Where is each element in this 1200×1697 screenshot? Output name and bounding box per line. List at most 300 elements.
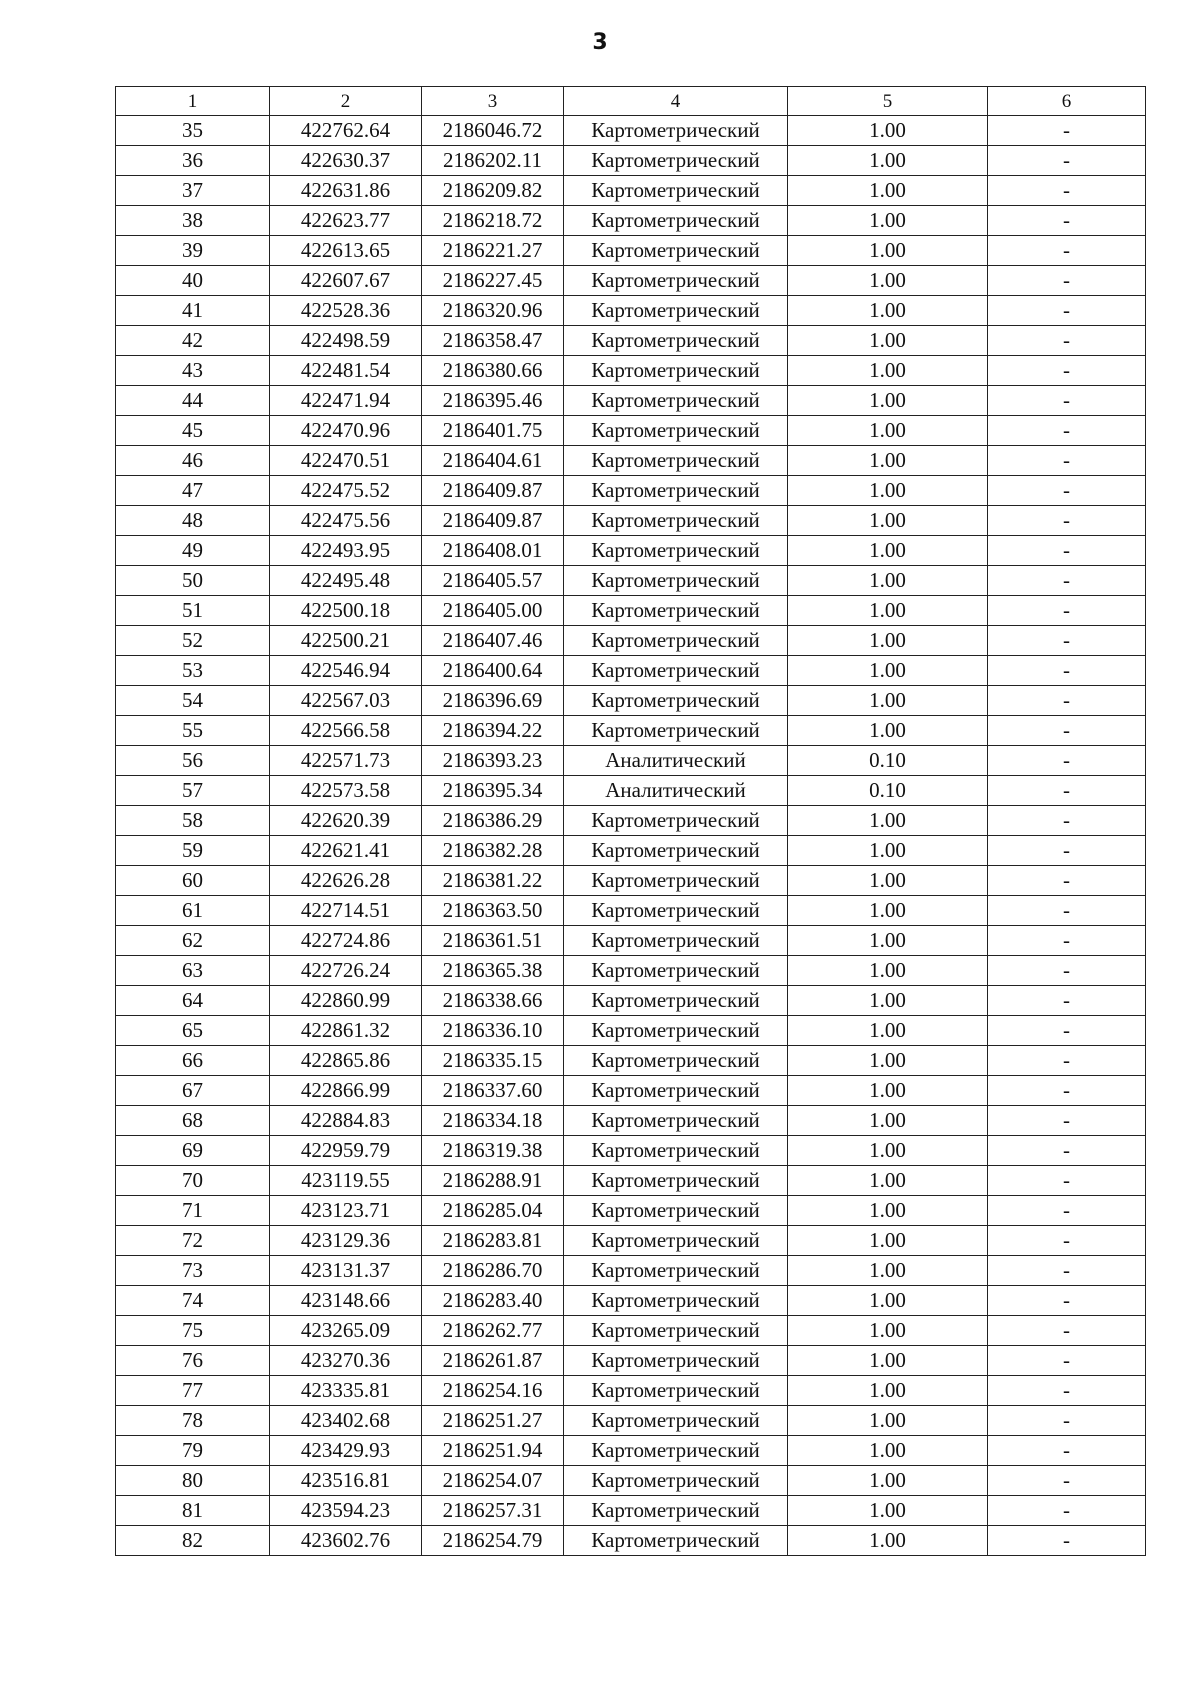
table-row <box>116 116 1146 146</box>
y-coordinate-cell: 2186336.10 <box>422 1016 564 1046</box>
note-cell: - <box>988 266 1146 296</box>
note-cell: - <box>988 1406 1146 1436</box>
y-coordinate-cell: 2186382.28 <box>422 836 564 866</box>
accuracy-cell: 1.00 <box>788 566 988 596</box>
table-body <box>116 116 1146 1556</box>
method-cell: Картометрический <box>564 236 788 266</box>
table-row <box>116 416 1146 446</box>
accuracy-cell: 1.00 <box>788 656 988 686</box>
point-number-cell: 61 <box>116 896 270 926</box>
note-cell: - <box>988 116 1146 146</box>
method-cell: Картометрический <box>564 266 788 296</box>
note-cell: - <box>988 446 1146 476</box>
x-coordinate-cell: 422620.39 <box>270 806 422 836</box>
accuracy-cell: 1.00 <box>788 206 988 236</box>
x-coordinate-cell: 422493.95 <box>270 536 422 566</box>
point-number-cell: 38 <box>116 206 270 236</box>
note-cell: - <box>988 1166 1146 1196</box>
method-cell: Картометрический <box>564 716 788 746</box>
point-number-cell: 36 <box>116 146 270 176</box>
note-cell: - <box>988 506 1146 536</box>
note-cell: - <box>988 656 1146 686</box>
table-row <box>116 1256 1146 1286</box>
x-coordinate-cell: 422623.77 <box>270 206 422 236</box>
method-cell: Картометрический <box>564 956 788 986</box>
point-number-cell: 37 <box>116 176 270 206</box>
point-number-cell: 54 <box>116 686 270 716</box>
x-coordinate-cell: 423131.37 <box>270 1256 422 1286</box>
x-coordinate-cell: 422861.32 <box>270 1016 422 1046</box>
table-row <box>116 476 1146 506</box>
note-cell: - <box>988 716 1146 746</box>
table-row <box>116 1046 1146 1076</box>
y-coordinate-cell: 2186393.23 <box>422 746 564 776</box>
accuracy-cell: 1.00 <box>788 386 988 416</box>
y-coordinate-cell: 2186288.91 <box>422 1166 564 1196</box>
point-number-cell: 63 <box>116 956 270 986</box>
point-number-cell: 76 <box>116 1346 270 1376</box>
accuracy-cell: 1.00 <box>788 1436 988 1466</box>
y-coordinate-cell: 2186405.00 <box>422 596 564 626</box>
method-cell: Картометрический <box>564 896 788 926</box>
method-cell: Картометрический <box>564 1166 788 1196</box>
y-coordinate-cell: 2186218.72 <box>422 206 564 236</box>
accuracy-cell: 1.00 <box>788 1316 988 1346</box>
table-row <box>116 596 1146 626</box>
accuracy-cell: 1.00 <box>788 296 988 326</box>
table-header <box>116 87 1146 116</box>
point-number-cell: 69 <box>116 1136 270 1166</box>
accuracy-cell: 1.00 <box>788 1256 988 1286</box>
method-cell: Картометрический <box>564 1436 788 1466</box>
point-number-cell: 42 <box>116 326 270 356</box>
accuracy-cell: 1.00 <box>788 1016 988 1046</box>
point-number-cell: 64 <box>116 986 270 1016</box>
method-cell: Картометрический <box>564 1496 788 1526</box>
x-coordinate-cell: 422470.51 <box>270 446 422 476</box>
x-coordinate-cell: 422571.73 <box>270 746 422 776</box>
method-cell: Картометрический <box>564 1046 788 1076</box>
note-cell: - <box>988 806 1146 836</box>
table-row <box>116 1166 1146 1196</box>
table-row <box>116 1016 1146 1046</box>
coordinates-table <box>115 86 1146 1556</box>
x-coordinate-cell: 423335.81 <box>270 1376 422 1406</box>
table-row <box>116 236 1146 266</box>
note-cell: - <box>988 1286 1146 1316</box>
note-cell: - <box>988 1346 1146 1376</box>
note-cell: - <box>988 1106 1146 1136</box>
y-coordinate-cell: 2186286.70 <box>422 1256 564 1286</box>
note-cell: - <box>988 1526 1146 1556</box>
note-cell: - <box>988 1196 1146 1226</box>
note-cell: - <box>988 536 1146 566</box>
method-cell: Картометрический <box>564 1136 788 1166</box>
point-number-cell: 35 <box>116 116 270 146</box>
method-cell: Картометрический <box>564 686 788 716</box>
table-row <box>116 836 1146 866</box>
table-row <box>116 1196 1146 1226</box>
method-cell: Картометрический <box>564 1106 788 1136</box>
y-coordinate-cell: 2186395.34 <box>422 776 564 806</box>
x-coordinate-cell: 422860.99 <box>270 986 422 1016</box>
note-cell: - <box>988 836 1146 866</box>
y-coordinate-cell: 2186209.82 <box>422 176 564 206</box>
y-coordinate-cell: 2186283.81 <box>422 1226 564 1256</box>
column-header-3: 3 <box>422 87 564 116</box>
table-row <box>116 806 1146 836</box>
column-header-4: 4 <box>564 87 788 116</box>
accuracy-cell: 1.00 <box>788 1196 988 1226</box>
table-row <box>116 296 1146 326</box>
table-row <box>116 1286 1146 1316</box>
note-cell: - <box>988 1226 1146 1256</box>
method-cell: Картометрический <box>564 1526 788 1556</box>
note-cell: - <box>988 956 1146 986</box>
point-number-cell: 77 <box>116 1376 270 1406</box>
note-cell: - <box>988 1316 1146 1346</box>
x-coordinate-cell: 422481.54 <box>270 356 422 386</box>
x-coordinate-cell: 422762.64 <box>270 116 422 146</box>
method-cell: Картометрический <box>564 656 788 686</box>
table-row <box>116 776 1146 806</box>
accuracy-cell: 1.00 <box>788 326 988 356</box>
point-number-cell: 82 <box>116 1526 270 1556</box>
table-row <box>116 206 1146 236</box>
table-row <box>116 1436 1146 1466</box>
table-row <box>116 326 1146 356</box>
x-coordinate-cell: 422866.99 <box>270 1076 422 1106</box>
note-cell: - <box>988 566 1146 596</box>
accuracy-cell: 1.00 <box>788 536 988 566</box>
x-coordinate-cell: 422546.94 <box>270 656 422 686</box>
point-number-cell: 44 <box>116 386 270 416</box>
method-cell: Картометрический <box>564 1286 788 1316</box>
y-coordinate-cell: 2186361.51 <box>422 926 564 956</box>
x-coordinate-cell: 422567.03 <box>270 686 422 716</box>
x-coordinate-cell: 423148.66 <box>270 1286 422 1316</box>
x-coordinate-cell: 422471.94 <box>270 386 422 416</box>
x-coordinate-cell: 423594.23 <box>270 1496 422 1526</box>
column-header-5: 5 <box>788 87 988 116</box>
y-coordinate-cell: 2186405.57 <box>422 566 564 596</box>
accuracy-cell: 1.00 <box>788 1346 988 1376</box>
accuracy-cell: 1.00 <box>788 836 988 866</box>
point-number-cell: 67 <box>116 1076 270 1106</box>
table-row <box>116 1526 1146 1556</box>
point-number-cell: 55 <box>116 716 270 746</box>
x-coordinate-cell: 423123.71 <box>270 1196 422 1226</box>
y-coordinate-cell: 2186046.72 <box>422 116 564 146</box>
method-cell: Аналитический <box>564 746 788 776</box>
accuracy-cell: 1.00 <box>788 1496 988 1526</box>
point-number-cell: 78 <box>116 1406 270 1436</box>
method-cell: Картометрический <box>564 146 788 176</box>
point-number-cell: 74 <box>116 1286 270 1316</box>
note-cell: - <box>988 896 1146 926</box>
note-cell: - <box>988 236 1146 266</box>
accuracy-cell: 1.00 <box>788 176 988 206</box>
table-row <box>116 656 1146 686</box>
y-coordinate-cell: 2186409.87 <box>422 476 564 506</box>
note-cell: - <box>988 986 1146 1016</box>
note-cell: - <box>988 776 1146 806</box>
note-cell: - <box>988 326 1146 356</box>
point-number-cell: 49 <box>116 536 270 566</box>
note-cell: - <box>988 386 1146 416</box>
x-coordinate-cell: 422621.41 <box>270 836 422 866</box>
x-coordinate-cell: 423402.68 <box>270 1406 422 1436</box>
method-cell: Картометрический <box>564 866 788 896</box>
table-row <box>116 386 1146 416</box>
note-cell: - <box>988 1436 1146 1466</box>
method-cell: Картометрический <box>564 1076 788 1106</box>
point-number-cell: 58 <box>116 806 270 836</box>
note-cell: - <box>988 416 1146 446</box>
method-cell: Картометрический <box>564 446 788 476</box>
point-number-cell: 40 <box>116 266 270 296</box>
note-cell: - <box>988 1076 1146 1106</box>
method-cell: Картометрический <box>564 1466 788 1496</box>
point-number-cell: 53 <box>116 656 270 686</box>
method-cell: Картометрический <box>564 476 788 506</box>
accuracy-cell: 1.00 <box>788 896 988 926</box>
method-cell: Картометрический <box>564 206 788 236</box>
accuracy-cell: 1.00 <box>788 116 988 146</box>
note-cell: - <box>988 596 1146 626</box>
method-cell: Картометрический <box>564 1376 788 1406</box>
table-row <box>116 746 1146 776</box>
method-cell: Картометрический <box>564 176 788 206</box>
table-row <box>116 926 1146 956</box>
method-cell: Картометрический <box>564 506 788 536</box>
y-coordinate-cell: 2186334.18 <box>422 1106 564 1136</box>
y-coordinate-cell: 2186380.66 <box>422 356 564 386</box>
y-coordinate-cell: 2186363.50 <box>422 896 564 926</box>
table-row <box>116 1346 1146 1376</box>
x-coordinate-cell: 423119.55 <box>270 1166 422 1196</box>
table-row <box>116 1076 1146 1106</box>
table-row <box>116 1226 1146 1256</box>
y-coordinate-cell: 2186261.87 <box>422 1346 564 1376</box>
y-coordinate-cell: 2186254.07 <box>422 1466 564 1496</box>
accuracy-cell: 1.00 <box>788 1466 988 1496</box>
method-cell: Картометрический <box>564 1256 788 1286</box>
accuracy-cell: 1.00 <box>788 1226 988 1256</box>
x-coordinate-cell: 423265.09 <box>270 1316 422 1346</box>
y-coordinate-cell: 2186335.15 <box>422 1046 564 1076</box>
point-number-cell: 73 <box>116 1256 270 1286</box>
y-coordinate-cell: 2186251.27 <box>422 1406 564 1436</box>
point-number-cell: 51 <box>116 596 270 626</box>
y-coordinate-cell: 2186365.38 <box>422 956 564 986</box>
y-coordinate-cell: 2186395.46 <box>422 386 564 416</box>
y-coordinate-cell: 2186396.69 <box>422 686 564 716</box>
x-coordinate-cell: 422626.28 <box>270 866 422 896</box>
x-coordinate-cell: 422613.65 <box>270 236 422 266</box>
method-cell: Картометрический <box>564 326 788 356</box>
x-coordinate-cell: 422865.86 <box>270 1046 422 1076</box>
accuracy-cell: 0.10 <box>788 746 988 776</box>
point-number-cell: 56 <box>116 746 270 776</box>
method-cell: Картометрический <box>564 416 788 446</box>
table-row <box>116 176 1146 206</box>
x-coordinate-cell: 422726.24 <box>270 956 422 986</box>
accuracy-cell: 1.00 <box>788 626 988 656</box>
note-cell: - <box>988 1466 1146 1496</box>
table-row <box>116 506 1146 536</box>
y-coordinate-cell: 2186338.66 <box>422 986 564 1016</box>
table-row <box>116 1316 1146 1346</box>
table-row <box>116 1466 1146 1496</box>
y-coordinate-cell: 2186408.01 <box>422 536 564 566</box>
x-coordinate-cell: 423270.36 <box>270 1346 422 1376</box>
note-cell: - <box>988 1136 1146 1166</box>
point-number-cell: 59 <box>116 836 270 866</box>
y-coordinate-cell: 2186404.61 <box>422 446 564 476</box>
y-coordinate-cell: 2186251.94 <box>422 1436 564 1466</box>
method-cell: Картометрический <box>564 596 788 626</box>
y-coordinate-cell: 2186400.64 <box>422 656 564 686</box>
table-row <box>116 896 1146 926</box>
accuracy-cell: 1.00 <box>788 596 988 626</box>
table-row <box>116 1376 1146 1406</box>
accuracy-cell: 1.00 <box>788 506 988 536</box>
note-cell: - <box>988 206 1146 236</box>
table-row <box>116 866 1146 896</box>
x-coordinate-cell: 422475.56 <box>270 506 422 536</box>
accuracy-cell: 1.00 <box>788 146 988 176</box>
y-coordinate-cell: 2186381.22 <box>422 866 564 896</box>
note-cell: - <box>988 626 1146 656</box>
method-cell: Аналитический <box>564 776 788 806</box>
page-number: 3 <box>592 30 608 55</box>
x-coordinate-cell: 423602.76 <box>270 1526 422 1556</box>
point-number-cell: 80 <box>116 1466 270 1496</box>
point-number-cell: 41 <box>116 296 270 326</box>
note-cell: - <box>988 146 1146 176</box>
y-coordinate-cell: 2186285.04 <box>422 1196 564 1226</box>
point-number-cell: 81 <box>116 1496 270 1526</box>
method-cell: Картометрический <box>564 536 788 566</box>
point-number-cell: 57 <box>116 776 270 806</box>
point-number-cell: 60 <box>116 866 270 896</box>
note-cell: - <box>988 1256 1146 1286</box>
y-coordinate-cell: 2186407.46 <box>422 626 564 656</box>
point-number-cell: 48 <box>116 506 270 536</box>
table-row <box>116 536 1146 566</box>
table-row <box>116 1106 1146 1136</box>
table-row <box>116 266 1146 296</box>
x-coordinate-cell: 422724.86 <box>270 926 422 956</box>
accuracy-cell: 1.00 <box>788 716 988 746</box>
x-coordinate-cell: 422475.52 <box>270 476 422 506</box>
point-number-cell: 71 <box>116 1196 270 1226</box>
note-cell: - <box>988 356 1146 386</box>
accuracy-cell: 1.00 <box>788 1166 988 1196</box>
accuracy-cell: 1.00 <box>788 866 988 896</box>
x-coordinate-cell: 422884.83 <box>270 1106 422 1136</box>
point-number-cell: 68 <box>116 1106 270 1136</box>
accuracy-cell: 1.00 <box>788 686 988 716</box>
x-coordinate-cell: 422528.36 <box>270 296 422 326</box>
x-coordinate-cell: 422470.96 <box>270 416 422 446</box>
y-coordinate-cell: 2186283.40 <box>422 1286 564 1316</box>
note-cell: - <box>988 476 1146 506</box>
x-coordinate-cell: 423129.36 <box>270 1226 422 1256</box>
method-cell: Картометрический <box>564 986 788 1016</box>
point-number-cell: 50 <box>116 566 270 596</box>
method-cell: Картометрический <box>564 836 788 866</box>
accuracy-cell: 0.10 <box>788 776 988 806</box>
column-header-6: 6 <box>988 87 1146 116</box>
point-number-cell: 72 <box>116 1226 270 1256</box>
accuracy-cell: 1.00 <box>788 236 988 266</box>
note-cell: - <box>988 686 1146 716</box>
note-cell: - <box>988 926 1146 956</box>
method-cell: Картометрический <box>564 926 788 956</box>
x-coordinate-cell: 422495.48 <box>270 566 422 596</box>
method-cell: Картометрический <box>564 1346 788 1376</box>
accuracy-cell: 1.00 <box>788 356 988 386</box>
method-cell: Картометрический <box>564 1316 788 1346</box>
accuracy-cell: 1.00 <box>788 1406 988 1436</box>
point-number-cell: 39 <box>116 236 270 266</box>
accuracy-cell: 1.00 <box>788 416 988 446</box>
y-coordinate-cell: 2186394.22 <box>422 716 564 746</box>
method-cell: Картометрический <box>564 1226 788 1256</box>
note-cell: - <box>988 1376 1146 1406</box>
table-row <box>116 1496 1146 1526</box>
accuracy-cell: 1.00 <box>788 1136 988 1166</box>
method-cell: Картометрический <box>564 566 788 596</box>
note-cell: - <box>988 746 1146 776</box>
y-coordinate-cell: 2186409.87 <box>422 506 564 536</box>
point-number-cell: 45 <box>116 416 270 446</box>
point-number-cell: 66 <box>116 1046 270 1076</box>
accuracy-cell: 1.00 <box>788 1046 988 1076</box>
note-cell: - <box>988 866 1146 896</box>
table-row <box>116 686 1146 716</box>
method-cell: Картометрический <box>564 806 788 836</box>
table-row <box>116 146 1146 176</box>
x-coordinate-cell: 422566.58 <box>270 716 422 746</box>
method-cell: Картометрический <box>564 1196 788 1226</box>
accuracy-cell: 1.00 <box>788 1106 988 1136</box>
point-number-cell: 70 <box>116 1166 270 1196</box>
accuracy-cell: 1.00 <box>788 1376 988 1406</box>
accuracy-cell: 1.00 <box>788 806 988 836</box>
accuracy-cell: 1.00 <box>788 1076 988 1106</box>
point-number-cell: 52 <box>116 626 270 656</box>
y-coordinate-cell: 2186262.77 <box>422 1316 564 1346</box>
point-number-cell: 62 <box>116 926 270 956</box>
method-cell: Картометрический <box>564 1016 788 1046</box>
accuracy-cell: 1.00 <box>788 476 988 506</box>
y-coordinate-cell: 2186337.60 <box>422 1076 564 1106</box>
note-cell: - <box>988 176 1146 206</box>
point-number-cell: 46 <box>116 446 270 476</box>
x-coordinate-cell: 423516.81 <box>270 1466 422 1496</box>
table-row <box>116 566 1146 596</box>
y-coordinate-cell: 2186221.27 <box>422 236 564 266</box>
x-coordinate-cell: 422498.59 <box>270 326 422 356</box>
y-coordinate-cell: 2186401.75 <box>422 416 564 446</box>
y-coordinate-cell: 2186227.45 <box>422 266 564 296</box>
table-row <box>116 1406 1146 1436</box>
accuracy-cell: 1.00 <box>788 1286 988 1316</box>
point-number-cell: 47 <box>116 476 270 506</box>
